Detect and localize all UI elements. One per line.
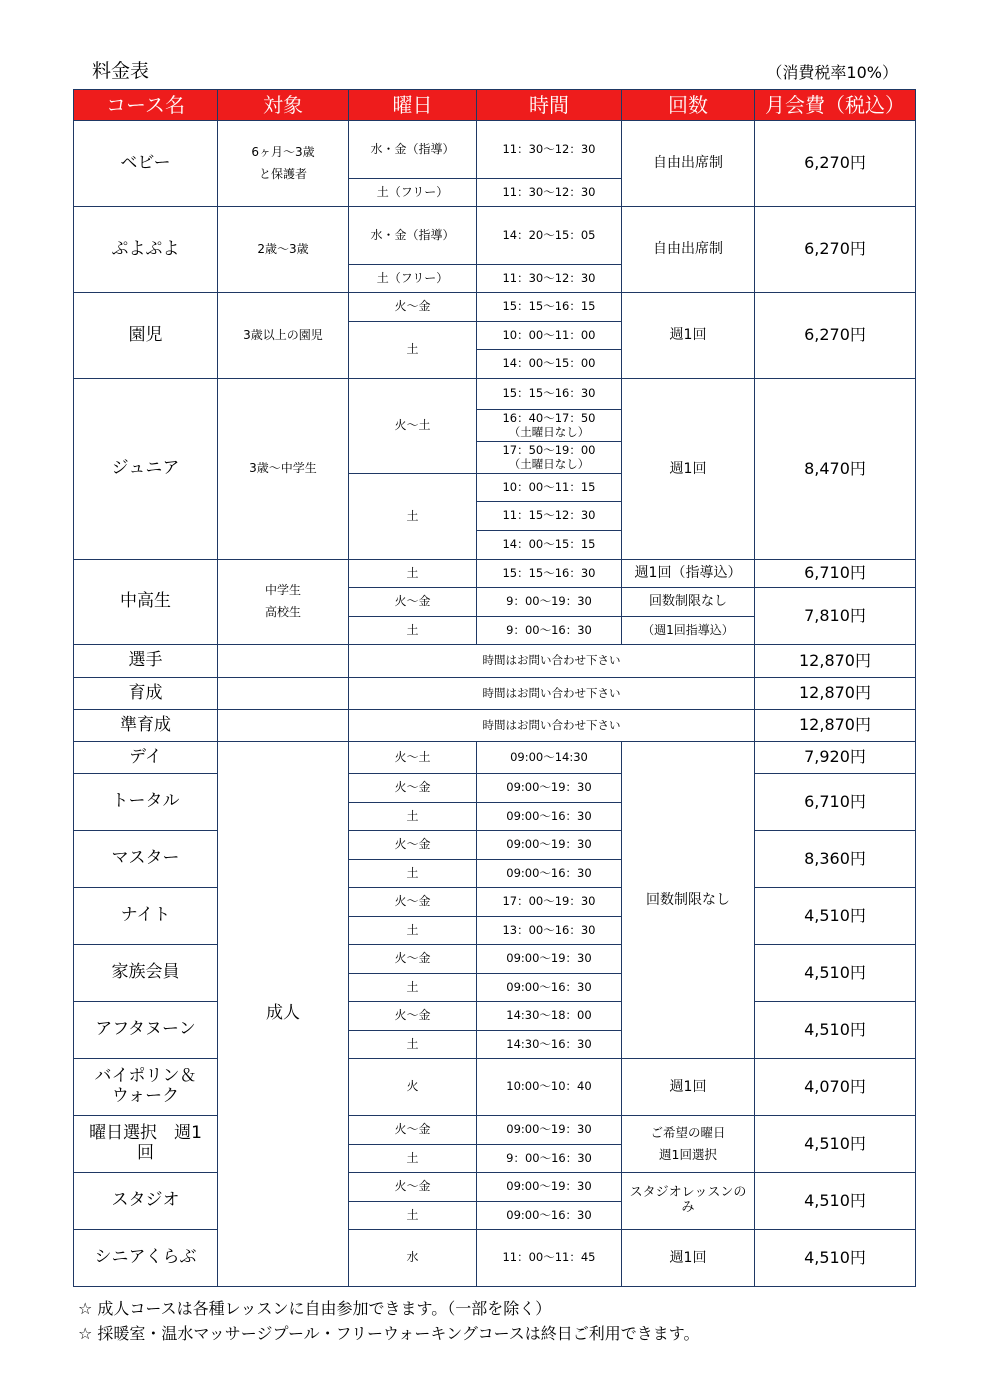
fee-table (73, 89, 916, 1287)
day-cell: 土 (349, 1202, 477, 1230)
course-name: ぷよぷよ (74, 207, 218, 293)
time-cell: 9：00～16：30 (477, 1145, 622, 1173)
count-cell: 自由出席制 (622, 121, 755, 207)
fee-cell: 6,710円 (755, 774, 916, 831)
table-row (74, 945, 916, 974)
header-course: コース名 (74, 90, 218, 121)
day-cell: 土（フリー） (349, 265, 477, 293)
time-cell: 14：00～15：15 (477, 531, 622, 560)
day-cell: 火～金 (349, 831, 477, 860)
table-row (74, 710, 916, 742)
course-name: ナイト (74, 888, 218, 945)
day-cell: 火～金 (349, 588, 477, 617)
course-target (218, 645, 349, 678)
course-name: トータル (74, 774, 218, 831)
course-target (218, 710, 349, 742)
table-row (74, 888, 916, 917)
day-cell: 土 (349, 322, 477, 379)
time-line: 17：50～19：00 (502, 443, 596, 458)
time-note: （土曜日なし） (508, 424, 590, 439)
day-cell: 火～金 (349, 774, 477, 803)
target-line: 高校生 (264, 605, 301, 619)
fee-cell: 6,270円 (755, 293, 916, 379)
time-cell: 17：00～19：30 (477, 888, 622, 917)
time-cell: 09:00～16：30 (477, 803, 622, 831)
time-cell: 13：00～16：30 (477, 917, 622, 945)
fee-cell: 4,070円 (755, 1059, 916, 1116)
table-row (74, 379, 916, 410)
course-name: 準育成 (74, 710, 218, 742)
table-row (74, 1230, 916, 1287)
fee-cell: 4,510円 (755, 1116, 916, 1173)
day-cell: 火～金 (349, 1173, 477, 1202)
header-fee: 月会費（税込） (755, 90, 916, 121)
inquiry-cell: 時間はお問い合わせ下さい (349, 645, 755, 678)
fee-cell: 6,710円 (755, 560, 916, 588)
time-cell: 14:30～16：30 (477, 1031, 622, 1059)
fee-cell: 12,870円 (755, 678, 916, 710)
time-cell: 14:30～18：00 (477, 1002, 622, 1031)
course-target: 2歳～3歳 (218, 207, 349, 293)
course-name: アフタヌーン (74, 1002, 218, 1059)
course-name: 育成 (74, 678, 218, 710)
course-name-line: 回 (137, 1143, 154, 1163)
table-row (74, 1173, 916, 1202)
table-row (74, 831, 916, 860)
day-cell: 火～土 (349, 742, 477, 774)
table-row (74, 560, 916, 588)
fee-cell: 6,270円 (755, 121, 916, 207)
footnote: ☆ 採暖室・温水マッサージプール・フリーウォーキングコースは終日ご利用できます。 (78, 1324, 700, 1343)
time-cell: 09:00～19：30 (477, 1173, 622, 1202)
time-cell: 15：15～16：30 (477, 379, 622, 410)
course-name (74, 1059, 218, 1116)
footnote: ☆ 成人コースは各種レッスンに自由参加できます。（一部を除く） (78, 1299, 552, 1318)
day-cell: 水・金（指導） (349, 207, 477, 265)
course-target (218, 560, 349, 645)
course-name-line: バイポリン＆ (94, 1066, 197, 1087)
day-cell: 土 (349, 617, 477, 645)
time-note: （土曜日なし） (508, 456, 590, 471)
count-cell: 回数制限なし (622, 588, 755, 617)
course-name: 中高生 (74, 560, 218, 645)
count-cell (622, 1173, 755, 1230)
day-cell: 土 (349, 1031, 477, 1059)
tax-rate-note: （消費税率10%） (766, 63, 898, 82)
inquiry-cell: 時間はお問い合わせ下さい (349, 710, 755, 742)
table-row (74, 678, 916, 710)
day-cell: 火～金 (349, 1116, 477, 1145)
count-cell: 週1回 (622, 1230, 755, 1287)
course-name: 家族会員 (74, 945, 218, 1002)
table-header-row (74, 90, 916, 121)
count-line: ご希望の曜日 (650, 1124, 726, 1140)
time-cell: 9：00～19：30 (477, 588, 622, 617)
table-row (74, 1059, 916, 1116)
count-cell: 回数制限なし (622, 742, 755, 1059)
count-line: み (681, 1200, 695, 1215)
count-cell: 週1回 (622, 293, 755, 379)
time-cell: 09:00～16：30 (477, 860, 622, 888)
fee-cell: 7,810円 (755, 588, 916, 645)
time-cell: 11：30～12：30 (477, 121, 622, 179)
day-cell: 土 (349, 474, 477, 560)
count-cell: 自由出席制 (622, 207, 755, 293)
time-cell: 09:00～19：30 (477, 1116, 622, 1145)
time-cell: 15：15～16：30 (477, 560, 622, 588)
time-cell: 11：30～12：30 (477, 179, 622, 207)
fee-cell: 12,870円 (755, 645, 916, 678)
header-count: 回数 (622, 90, 755, 121)
header-target: 対象 (218, 90, 349, 121)
day-cell: 土（フリー） (349, 179, 477, 207)
course-target (218, 121, 349, 207)
table-row (74, 293, 916, 322)
course-name (74, 1116, 218, 1173)
fee-cell: 12,870円 (755, 710, 916, 742)
day-cell: 土 (349, 1145, 477, 1173)
table-row (74, 774, 916, 803)
time-cell (477, 442, 622, 474)
fee-cell: 7,920円 (755, 742, 916, 774)
time-line: 16：40～17：50 (502, 411, 596, 426)
time-cell (477, 410, 622, 442)
day-cell: 火～土 (349, 379, 477, 474)
time-cell: 14：00～15：00 (477, 350, 622, 379)
header-time: 時間 (477, 90, 622, 121)
fee-cell: 8,470円 (755, 379, 916, 560)
time-cell: 11：15～12：30 (477, 502, 622, 531)
table-row (74, 121, 916, 179)
fee-cell: 4,510円 (755, 945, 916, 1002)
time-cell: 9：00～16：30 (477, 617, 622, 645)
course-target: 3歳以上の園児 (218, 293, 349, 379)
day-cell: 水 (349, 1230, 477, 1287)
day-cell: 火～金 (349, 888, 477, 917)
course-name: 園児 (74, 293, 218, 379)
fee-cell: 6,270円 (755, 207, 916, 293)
time-cell: 11：00～11：45 (477, 1230, 622, 1287)
fee-cell: 4,510円 (755, 888, 916, 945)
day-cell: 火～金 (349, 945, 477, 974)
target-line: 中学生 (264, 583, 301, 598)
day-cell: 水・金（指導） (349, 121, 477, 179)
target-line: 6ヶ月～3歳 (251, 144, 315, 159)
time-cell: 09:00～19：30 (477, 945, 622, 974)
course-name: ジュニア (74, 379, 218, 560)
count-cell: （週1回指導込） (622, 617, 755, 645)
day-cell: 土 (349, 974, 477, 1002)
count-cell: 週1回 (622, 379, 755, 560)
time-cell: 09:00～19：30 (477, 774, 622, 803)
day-cell: 土 (349, 917, 477, 945)
fee-cell: 4,510円 (755, 1230, 916, 1287)
course-name: スタジオ (74, 1173, 218, 1230)
time-cell: 15：15～16：15 (477, 293, 622, 322)
time-cell: 10：00～11：15 (477, 474, 622, 502)
header-day: 曜日 (349, 90, 477, 121)
course-name: シニアくらぶ (74, 1230, 218, 1287)
time-cell: 14：20～15：05 (477, 207, 622, 265)
course-name-line: 曜日選択 週1 (89, 1123, 202, 1144)
inquiry-cell: 時間はお問い合わせ下さい (349, 678, 755, 710)
course-name: 選手 (74, 645, 218, 678)
count-line: スタジオレッスンの (629, 1185, 747, 1201)
count-cell (622, 1116, 755, 1173)
course-target: 成人 (218, 742, 349, 1287)
table-row (74, 742, 916, 774)
count-cell: 週1回 (622, 1059, 755, 1116)
time-cell: 09:00～14:30 (477, 742, 622, 774)
table-row (74, 1002, 916, 1031)
table-row (74, 207, 916, 265)
fee-cell: 4,510円 (755, 1173, 916, 1230)
page-title: 料金表 (92, 60, 150, 82)
course-name: デイ (74, 742, 218, 774)
day-cell: 火 (349, 1059, 477, 1116)
course-name: ベビー (74, 121, 218, 207)
count-cell: 週1回（指導込） (622, 560, 755, 588)
table-row (74, 645, 916, 678)
time-cell: 09:00～16：30 (477, 974, 622, 1002)
course-target (218, 678, 349, 710)
course-target: 3歳～中学生 (218, 379, 349, 560)
fee-cell: 4,510円 (755, 1002, 916, 1059)
time-cell: 09:00～19：30 (477, 831, 622, 860)
day-cell: 土 (349, 803, 477, 831)
time-cell: 10：00～11：00 (477, 322, 622, 350)
day-cell: 土 (349, 560, 477, 588)
time-cell: 11：30～12：30 (477, 265, 622, 293)
course-name-line: ウォーク (111, 1086, 180, 1106)
day-cell: 火～金 (349, 1002, 477, 1031)
course-name: マスター (74, 831, 218, 888)
fee-cell: 8,360円 (755, 831, 916, 888)
count-line: 週1回選択 (659, 1147, 717, 1162)
table-row (74, 1116, 916, 1145)
target-line: と保護者 (258, 166, 307, 181)
day-cell: 火～金 (349, 293, 477, 322)
footnotes (78, 1296, 700, 1346)
time-cell: 10:00～10：40 (477, 1059, 622, 1116)
time-cell: 09:00～16：30 (477, 1202, 622, 1230)
day-cell: 土 (349, 860, 477, 888)
